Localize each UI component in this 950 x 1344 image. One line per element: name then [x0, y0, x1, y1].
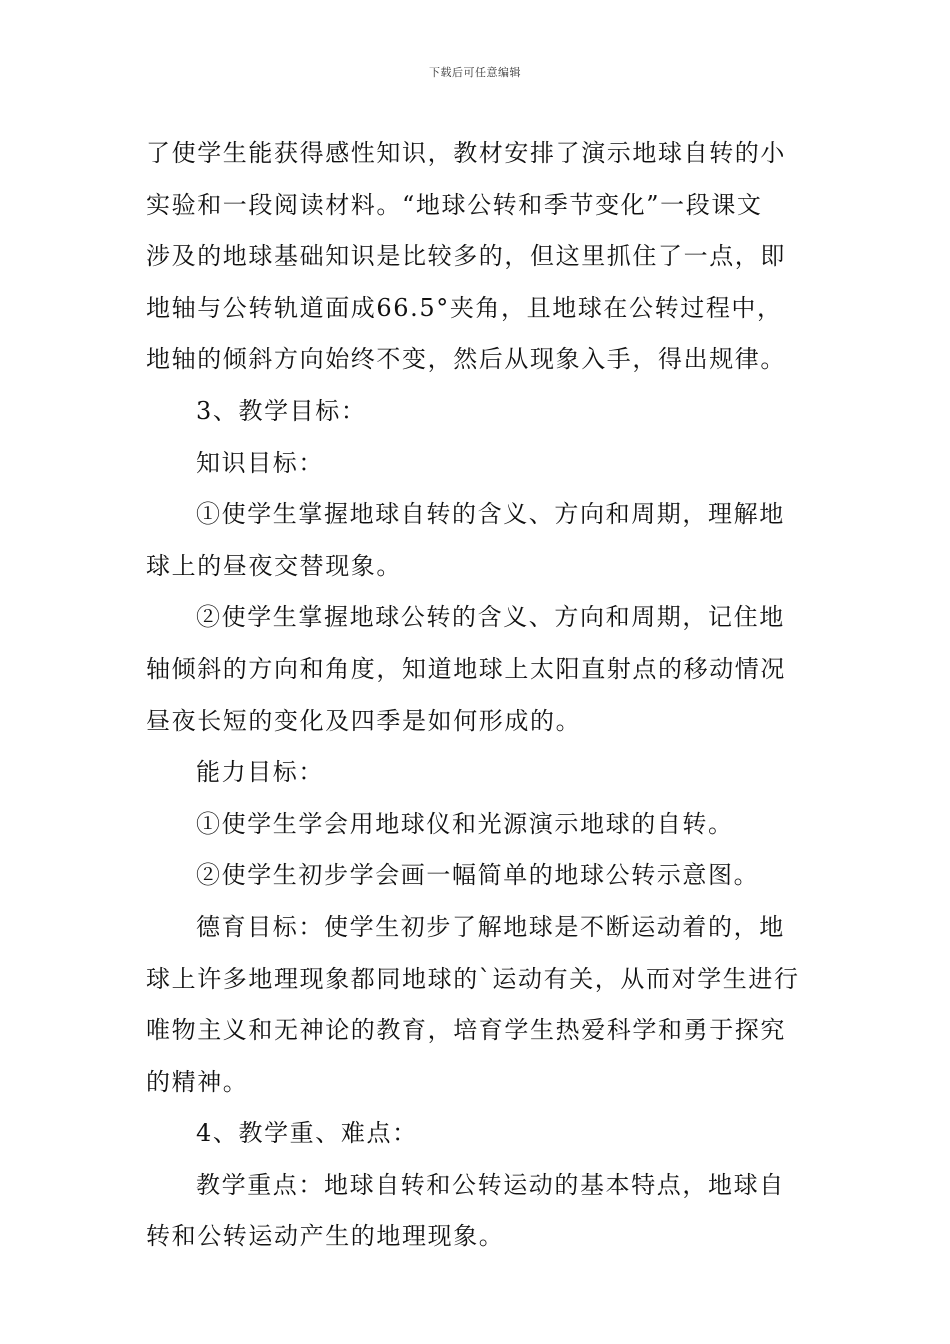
section-heading-teaching-goals	[146, 386, 810, 438]
paragraph-key-points	[146, 1160, 810, 1263]
paragraph-moral-goals	[146, 902, 810, 1108]
paragraph-intro	[146, 128, 810, 386]
text-line: 了使学生能获得感性知识，教材安排了演示地球自转的小	[146, 139, 786, 167]
subheading-knowledge-goals	[146, 438, 810, 490]
text-line: 轴倾斜的方向和角度，知道地球上太阳直射点的移动情况	[146, 654, 786, 683]
text-line: 实验和一段阅读材料。“地球公转和季节变化”一段课文	[146, 190, 763, 219]
paragraph-knowledge-goal-1	[146, 489, 810, 592]
text-line: 球上的昼夜交替现象。	[146, 551, 402, 580]
text-line: 唯物主义和无神论的教育，培育学生热爱科学和勇于探究	[146, 1016, 786, 1045]
paragraph-ability-goal-1	[146, 799, 810, 851]
text-line: ②使学生初步学会画一幅简单的地球公转示意图。	[196, 861, 760, 890]
text-line: 4、教学重、难点：	[196, 1119, 418, 1148]
paragraph-knowledge-goal-2	[146, 592, 810, 747]
document-body	[146, 128, 810, 1263]
section-heading-key-points	[146, 1108, 810, 1160]
page-header: 下载后可任意编辑	[429, 66, 521, 79]
text-line: ①使学生学会用地球仪和光源演示地球的自转。	[196, 809, 734, 838]
text-line: 球上许多地理现象都同地球的`运动有关，从而对学生进行	[146, 964, 800, 993]
text-line: 知识目标：	[196, 448, 324, 477]
text-line: 涉及的地球基础知识是比较多的，但这里抓住了一点，即	[146, 242, 786, 271]
text-line: 的精神。	[146, 1067, 249, 1096]
subheading-ability-goals	[146, 747, 810, 799]
text-line: 能力目标：	[196, 758, 324, 787]
paragraph-ability-goal-2	[146, 850, 810, 902]
text-line: 3、教学目标：	[196, 396, 367, 425]
text-line: ②使学生掌握地球公转的含义、方向和周期，记住地	[196, 603, 785, 632]
text-line: 地轴的倾斜方向始终不变，然后从现象入手，得出规律。	[146, 345, 786, 374]
text-line: 德育目标：使学生初步了解地球是不断运动着的，地	[196, 912, 785, 941]
text-line: 昼夜长短的变化及四季是如何形成的。	[146, 706, 582, 735]
text-line: 地轴与公转轨道面成66.5°夹角，且地球在公转过程中，	[146, 293, 783, 322]
text-line: ①使学生掌握地球自转的含义、方向和周期，理解地	[196, 500, 785, 529]
text-line: 教学重点：地球自转和公转运动的基本特点，地球自	[196, 1170, 785, 1199]
text-line: 转和公转运动产生的地理现象。	[146, 1222, 505, 1251]
